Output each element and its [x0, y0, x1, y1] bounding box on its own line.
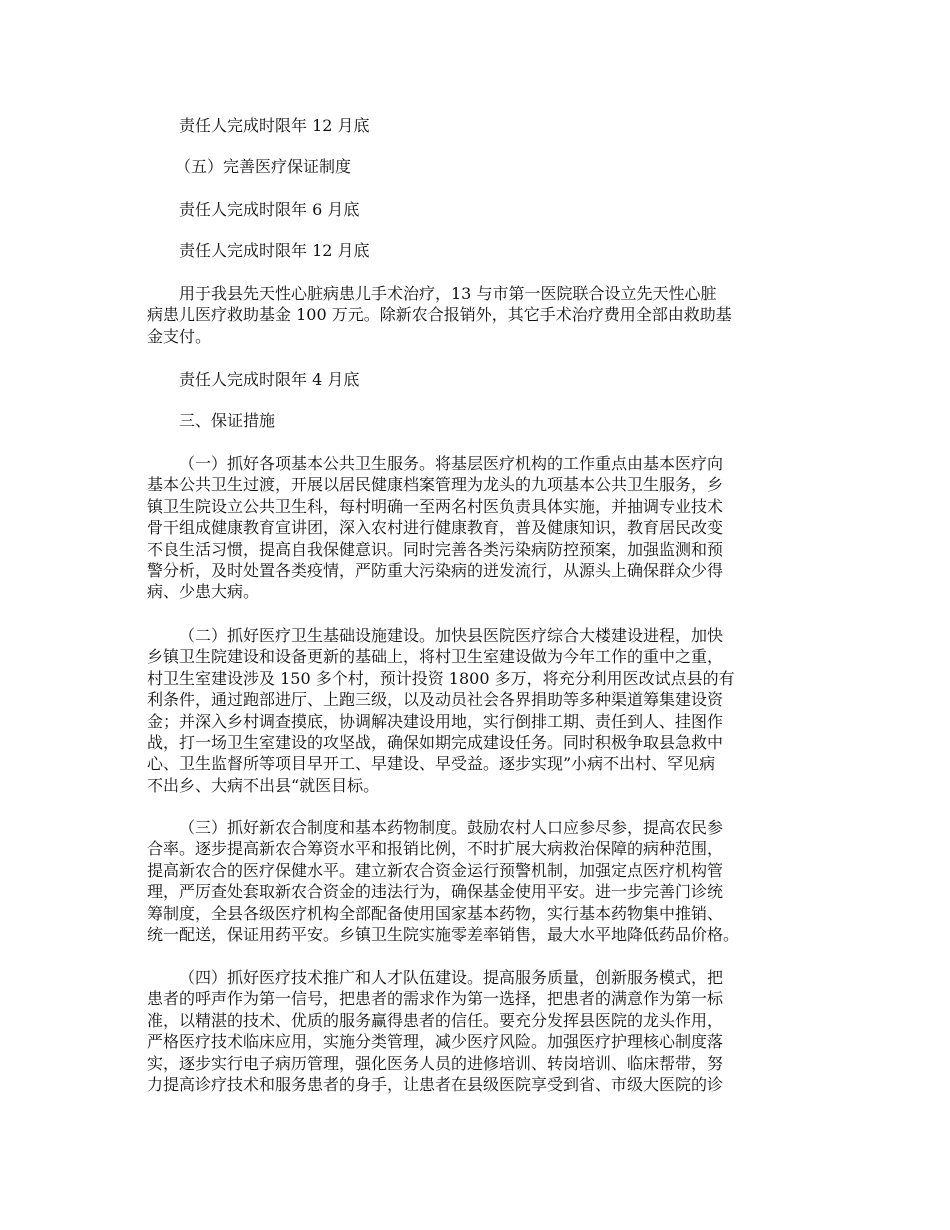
measure-paragraph-4: （四）抓好医疗技术推广和人才队伍建设。提高服务质量，创新服务模式，把 患者的呼声作为第一信号，把患者的需求作为第一选择，把患者的满意作为第一标 准，以精湛的技术、优质的服务赢得患者的信任。要充分发挥县医院的龙头作用， 严格医疗技术临床应用，实施分类管理，减少医疗风险。加强医疗护理核心制度落 实，逐步实行电子病历管理，强化医务人员的进修培训、转岗培训、临床帮带，努 力提高诊疗技术和服务患者的身手，让患者在县级医院享受到省、市级大医院的诊 — [147, 968, 724, 1095]
deadline-line-4: 责任人完成时限年 4 月底 — [179, 370, 360, 389]
deadline-line-2: 责任人完成时限年 6 月底 — [179, 200, 360, 219]
deadline-line-3: 责任人完成时限年 12 月底 — [179, 241, 370, 260]
measure-paragraph-3: （三）抓好新农合制度和基本药物制度。鼓励农村人口应参尽参，提高农民参 合率。逐步提高新农合筹资水平和报销比例，不时扩展大病救治保障的病种范围， 提高新农合的医疗保健水平。建立新农合资金运行预警机制，加强定点医疗机构管 理，严厉查处套取新农合资金的违法行为，确保基金使用平安。进一步完善门诊统 筹制度，全县各级医疗机构全部配备使用国家基本药物，实行基本药物集中推销、 统一配送，保证用药平安。乡镇卫生院实施零差率销售，最大水平地降低药品价格。 — [147, 818, 740, 945]
fund-paragraph: 用于我县先天性心脏病患儿手术治疗，13 与市第一医院联合设立先天性心脏 病患儿医疗救助基金 100 万元。除新农合报销外，其它手术治疗费用全部由救助基 金支付。 — [147, 284, 732, 346]
subsection-heading-5: （五）完善医疗保证制度 — [175, 157, 352, 176]
measure-paragraph-1: （一）抓好各项基本公共卫生服务。将基层医疗机构的工作重点由基本医疗向 基本公共卫生过渡，开展以居民健康档案管理为龙头的九项基本公共卫生服务，乡 镇卫生院设立公共卫生科，每村明确一至两名村医负责具体实施，并抽调专业技术 骨干组成健康教育宣讲团，深入农村进行健康教育，普及健康知识，教育居民改变 不良生活习惯，提高自我保健意识。同时完善各类污染病防控预案，加强监测和预 警分析，及时处置各类疫情，严防重大污染病的迸发流行，从源头上确保群众少得 病、少患大病。 — [147, 454, 724, 602]
measure-paragraph-2: （二）抓好医疗卫生基础设施建设。加快县医院医疗综合大楼建设进程，加快 乡镇卫生院建设和设备更新的基础上，将村卫生室建设做为今年工作的重中之重， 村卫生室建设涉及 150 多个村，预计投资 1800 多万，将充分利用医改试点县的有 利条件，通过跑部进厅、上跑三级，以及动员社会各界捐助等多种渠道筹集建设资 金；并深入乡村调查摸底，协调解决建设用地，实行倒排工期、责任到人、挂图作 战，打一场卫生室建设的攻坚战，确保如期完成建设任务。同时积极争取县急救中 心、卫生监督所等项目早开工、早建设、早受益。逐步实现”小病不出村、罕见病 不出乡、大病不出县“就医目标。 — [147, 626, 735, 795]
section-heading: 三、保证措施 — [179, 411, 276, 430]
deadline-line-1: 责任人完成时限年 12 月底 — [179, 116, 370, 135]
